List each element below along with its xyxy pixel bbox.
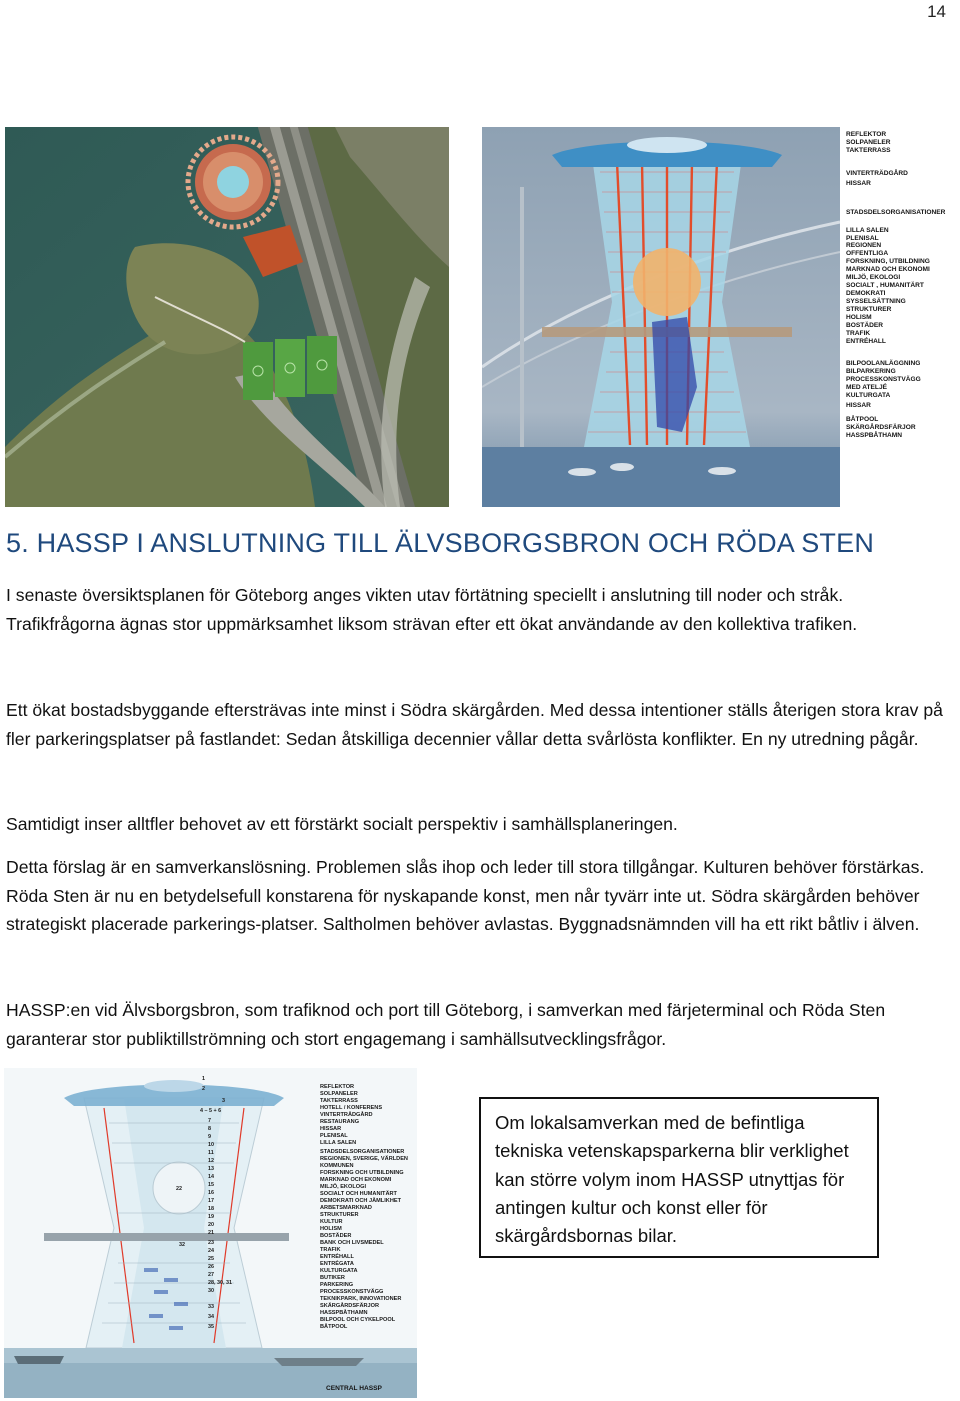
legend-item: LILLA SALEN	[846, 227, 889, 234]
legend-item: MARKNAD OCH EKONOMI	[320, 1177, 392, 1183]
legend-item: SKÄRGÅRDSFÄRJOR	[320, 1303, 380, 1309]
floor-number: 1	[202, 1076, 205, 1082]
legend-item: BILPOOLANLÄGGNING	[846, 360, 921, 367]
legend-item: HOLISM	[320, 1226, 342, 1232]
section-drawing	[4, 1068, 417, 1398]
floor-number: 17	[208, 1198, 214, 1204]
section-drawing-graphic	[4, 1068, 417, 1398]
callout-box	[479, 1097, 879, 1258]
floor-number: 22	[176, 1186, 182, 1192]
legend-item: KULTUR	[320, 1219, 343, 1225]
legend-item: ENTRÉHALL	[320, 1254, 354, 1260]
floor-number: 25	[208, 1256, 214, 1262]
section-caption: CENTRAL HASSP	[326, 1385, 382, 1392]
legend-item: DEMOKRATI OCH JÄMLIKHET	[320, 1198, 402, 1204]
legend-item: TAKTERRASS	[320, 1098, 358, 1104]
legend-item: HASSPBÅTHAMN	[320, 1310, 368, 1316]
legend-item: HOTELL / KONFERENS	[320, 1105, 383, 1111]
floor-number: 2	[202, 1086, 205, 1092]
legend-item: RESTAURANG	[320, 1119, 360, 1125]
floor-number: 21	[208, 1230, 214, 1236]
legend-item: ENTRÉGATA	[320, 1261, 354, 1267]
floor-number: 34	[208, 1314, 214, 1320]
floor-number: 4 – 5 + 6	[200, 1108, 222, 1114]
legend-item: SOLPANELER	[320, 1091, 358, 1097]
paragraph-housing: Ett ökat bostadsbyggande eftersträvas inte minst i Södra skärgården. Med dessa intentioner ställs återigen stora krav på fler parkeringsplatser på fastlandet: Sedan åtskilliga decennier vållar detta svårlösta konflikter. En ny utredning pågår.	[6, 700, 943, 749]
legend-item: SOCIALT OCH HUMANITÄRT	[320, 1191, 397, 1197]
legend-item: BUTIKER	[320, 1275, 345, 1281]
callout-text: Om lokalsamverkan med de befintliga tekniska vetenskapsparkerna blir verklighet kan större volym inom HASSP utnyttjas för antingen kultur och konst eller för skärgårdsbornas bilar.	[495, 1112, 849, 1247]
legend-item: BÅTPOOL	[846, 416, 879, 423]
legend-item: MARKNAD OCH EKONOMI	[846, 266, 930, 273]
paragraph-proposal: Detta förslag är en samverkanslösning. Problemen slås ihop och leder till stora tillgångar. Kulturen behöver förstärkas. Röda Sten är nu en betydelsefull konstarena för nyskapande konst, men når tyvärr inte ut. Södra skärgården behöver strategiskt placerade parkerings-platser. Saltholmen behöver avlastas. Byggnadsnämnden vill ha ett rikt båtliv i älven.	[6, 857, 925, 934]
legend-item: STRUKTURER	[846, 306, 892, 313]
legend-item: REGIONEN, SVERIGE, VÄRLDEN	[320, 1156, 408, 1162]
floor-number: 35	[208, 1324, 214, 1330]
aerial-photo-graphic	[5, 127, 449, 507]
legend-item: TEKNIKPARK, INNOVATIONER	[320, 1296, 402, 1302]
floor-number: 30	[208, 1288, 214, 1294]
floor-number: 13	[208, 1166, 214, 1172]
legend-item: HOLISM	[846, 314, 872, 321]
legend-item: STADSDELSORGANISATIONER	[846, 209, 946, 216]
floor-number: 23	[208, 1240, 214, 1246]
floor-number: 18	[208, 1206, 214, 1212]
floor-number: 14	[208, 1174, 214, 1180]
legend-item: MED ATELJÉ	[846, 384, 888, 391]
legend-item: PLENISAL	[846, 235, 879, 242]
legend-item: ENTRÉHALL	[846, 338, 886, 345]
floor-number: 7	[208, 1118, 211, 1124]
legend-item: SOLPANELER	[846, 139, 891, 146]
paragraph-hassp: HASSP:en vid Älvsborgsbron, som trafiknod och port till Göteborg, i samverkan med färjeterminal och Röda Sten garanterar stor publiktillströmning och stort engagemang i samhällsutvecklingsfrågor.	[6, 1000, 886, 1049]
legend-item: KOMMUNEN	[320, 1163, 354, 1169]
floor-number: 16	[208, 1190, 214, 1196]
floor-number: 10	[208, 1142, 214, 1148]
legend-item: PLENISAL	[320, 1133, 348, 1139]
legend-item: REFLEKTOR	[846, 131, 887, 138]
legend-item: KULTURGATA	[320, 1268, 358, 1274]
floor-number: 11	[208, 1150, 214, 1156]
floor-number: 9	[208, 1134, 211, 1140]
legend-item: HISSAR	[846, 180, 871, 187]
legend-item: HISSAR	[320, 1126, 342, 1132]
floor-number: 28, 30, 31	[208, 1280, 232, 1286]
legend-item: SOCIALT , HUMANITÄRT	[846, 282, 924, 289]
legend-item: TAKTERRASS	[846, 147, 891, 154]
floor-number: 32	[179, 1242, 185, 1248]
floor-number: 24	[208, 1248, 214, 1254]
legend-item: SKÄRGÅRDSFÄRJOR	[846, 424, 916, 431]
legend-item: ARBETSMARKNAD	[320, 1205, 372, 1211]
floor-number: 33	[208, 1304, 214, 1310]
paragraph-planning: I senaste översiktsplanen för Göteborg anges vikten utav förtätning speciellt i anslutning till noder och stråk. Trafikfrågorna ägnas stor uppmärksamhet liksom strävan efter ett ökat användande av den kollektiva trafiken.	[6, 585, 858, 634]
floor-number: 3	[222, 1098, 225, 1104]
floor-number: 20	[208, 1222, 214, 1228]
page-number: 14	[927, 2, 946, 21]
legend-item: VINTERTRÄDGÅRD	[846, 170, 908, 177]
legend-item: OFFENTLIGA	[846, 250, 889, 257]
legend-item: BOSTÄDER	[846, 322, 883, 329]
legend-item: KULTURGATA	[846, 392, 891, 399]
tower-illustration	[482, 127, 960, 507]
aerial-site-photo	[5, 127, 449, 507]
legend-item: MILJÖ, EKOLOGI	[846, 274, 901, 281]
legend-item: PROCESSKONSTVÄGG	[320, 1289, 384, 1295]
paragraph-social: Samtidigt inser alltfler behovet av ett förstärkt socialt perspektiv i samhällsplaneringen.	[6, 814, 678, 834]
legend-item: BOSTÄDER	[320, 1233, 352, 1239]
floor-number: 15	[208, 1182, 214, 1188]
legend-item: VINTERTRÄDGÅRD	[320, 1112, 373, 1118]
legend-item: PARKERING	[320, 1282, 354, 1288]
tower-diagram-graphic	[482, 127, 960, 507]
legend-item: SYSSELSÄTTNING	[846, 298, 906, 305]
legend-item: BANK OCH LIVSMEDEL	[320, 1240, 384, 1246]
legend-item: TRAFIK	[846, 330, 871, 337]
legend-item: REGIONEN	[846, 242, 882, 249]
section-heading: 5. HASSP I ANSLUTNING TILL ÄLVSBORGSBRON OCH RÖDA STEN	[6, 528, 875, 558]
floor-number: 12	[208, 1158, 214, 1164]
legend-item: BILPARKERING	[846, 368, 896, 375]
legend-item: STRUKTURER	[320, 1212, 359, 1218]
legend-item: MILJÖ, EKOLOGI	[320, 1184, 366, 1190]
legend-item: HISSAR	[846, 402, 871, 409]
legend-item: FORSKNING OCH UTBILDNING	[320, 1170, 404, 1176]
floor-number: 27	[208, 1272, 214, 1278]
floor-number: 19	[208, 1214, 214, 1220]
floor-number: 8	[208, 1126, 211, 1132]
legend-item: DEMOKRATI	[846, 290, 886, 297]
legend-item: BILPOOL OCH CYKELPOOL	[320, 1317, 396, 1323]
legend-item: BÅTPOOL	[320, 1324, 348, 1330]
legend-item: FORSKNING, UTBILDNING	[846, 258, 930, 265]
legend-item: LILLA SALEN	[320, 1140, 357, 1146]
legend-item: STADSDELSORGANISATIONER	[320, 1149, 405, 1155]
legend-item: TRAFIK	[320, 1247, 341, 1253]
legend-item: PROCESSKONSTVÄGG	[846, 376, 921, 383]
legend-item: HASSPBÅTHAMN	[846, 432, 903, 439]
legend-item: REFLEKTOR	[320, 1084, 355, 1090]
floor-number: 26	[208, 1264, 214, 1270]
